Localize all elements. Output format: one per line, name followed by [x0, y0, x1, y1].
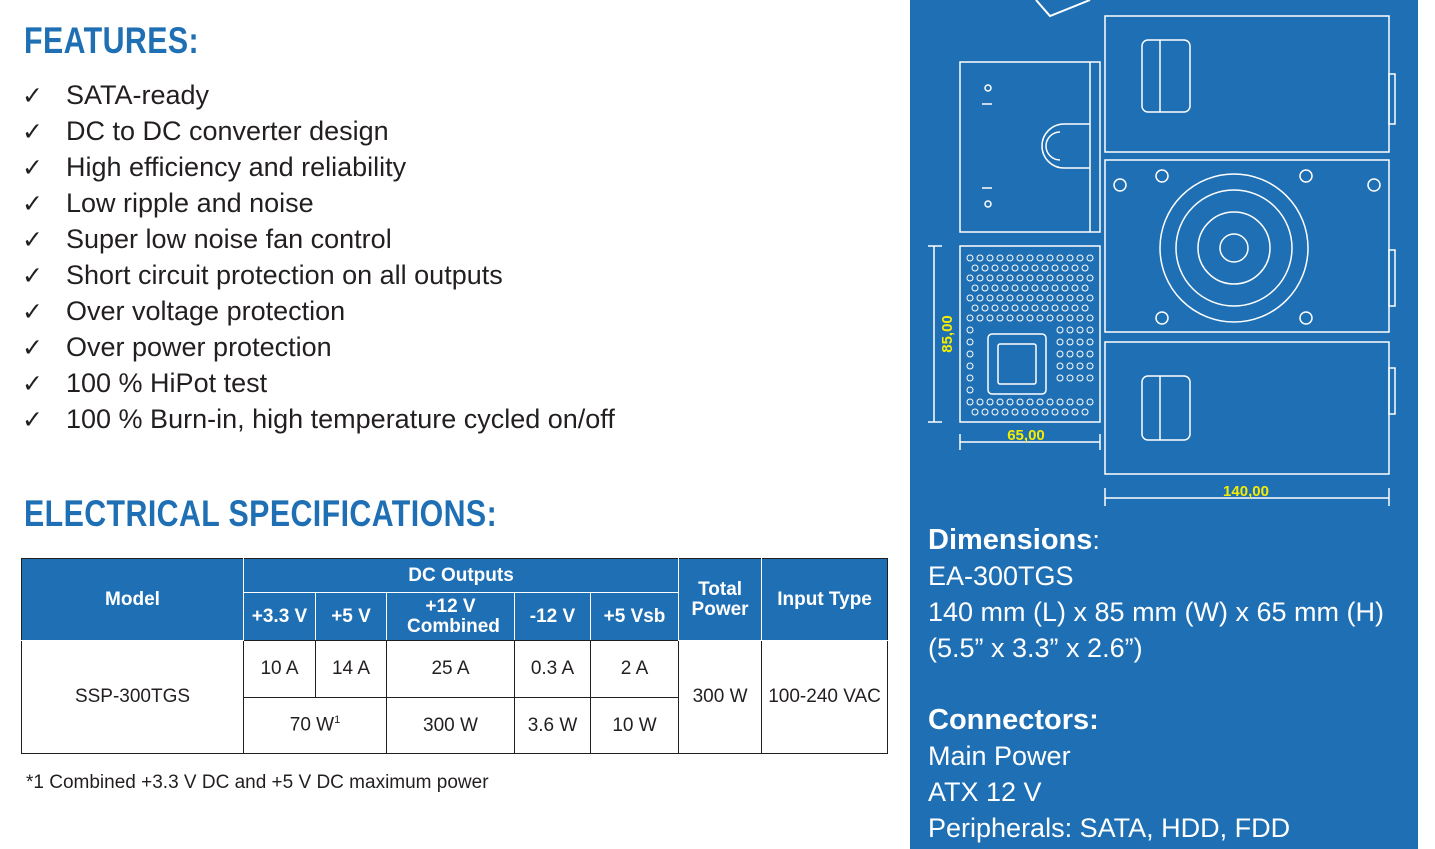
dim-width-label: 65,00 — [1007, 427, 1045, 444]
feature-item — [22, 221, 615, 257]
features-list — [22, 77, 615, 437]
psu-fan-view — [1105, 160, 1389, 332]
connector-item: ATX 12 V — [928, 777, 1042, 807]
watts-12v-cell: 300 W — [387, 698, 515, 754]
header-input-type: Input Type — [762, 559, 888, 641]
checkmark-icon: ✓ — [22, 298, 43, 326]
feature-text: Over voltage protection — [66, 296, 346, 326]
amps-5vsb-cell: 2 A — [591, 641, 679, 698]
connector-item: Main Power — [928, 741, 1071, 771]
checkmark-icon: ✓ — [22, 406, 43, 434]
watts-5vsb-cell: 10 W — [591, 698, 679, 754]
connector-item: Peripherals: SATA, HDD, FDD — [928, 813, 1291, 843]
electrical-spec-table — [21, 558, 888, 754]
feature-text: Short circuit protection on all outputs — [66, 260, 503, 290]
connectors-label: Connectors: — [928, 704, 1099, 736]
header-neg12v: -12 V — [515, 593, 591, 641]
psu-side-view — [960, 62, 1100, 232]
header-5vsb: +5 Vsb — [591, 593, 679, 641]
table-footnote: *1 Combined +3.3 V DC and +5 V DC maximum power — [26, 772, 489, 793]
connectors-info — [928, 702, 1290, 846]
psu-bottom-view — [1105, 342, 1389, 474]
checkmark-icon: ✓ — [22, 82, 43, 110]
input-type-cell: 100-240 VAC — [762, 641, 888, 754]
dim-length-label: 140,00 — [1223, 483, 1269, 500]
header-dc-outputs: DC Outputs — [244, 559, 679, 593]
checkmark-icon: ✓ — [22, 154, 43, 182]
feature-text: Super low noise fan control — [66, 224, 392, 254]
dim-height-label: 85,00 — [939, 315, 956, 353]
product-corner — [1036, 0, 1090, 16]
psu-top-view — [1105, 16, 1389, 152]
psu-dimension-drawing — [910, 0, 1418, 520]
feature-item — [22, 77, 615, 113]
amps-3v3-cell: 10 A — [244, 641, 316, 698]
checkmark-icon: ✓ — [22, 226, 43, 254]
header-total-power: Total Power — [679, 559, 762, 641]
feature-item — [22, 329, 615, 365]
amps-neg12v-cell: 0.3 A — [515, 641, 591, 698]
feature-item — [22, 149, 615, 185]
feature-text: 100 % HiPot test — [66, 368, 268, 398]
dimensions-panel — [910, 0, 1418, 849]
feature-text: 100 % Burn-in, high temperature cycled on/off — [66, 404, 615, 434]
dimensions-imperial: (5.5” x 3.3” x 2.6”) — [928, 633, 1143, 663]
watts-combined-cell — [244, 698, 387, 754]
checkmark-icon: ✓ — [22, 118, 43, 146]
header-5v: +5 V — [316, 593, 387, 641]
header-model: Model — [22, 559, 244, 641]
vent-pattern — [967, 255, 1093, 415]
amps-5v-cell: 14 A — [316, 641, 387, 698]
fan-grille — [1160, 174, 1308, 322]
watts-combined-value: 70 W — [289, 714, 335, 736]
feature-text: SATA-ready — [66, 80, 210, 110]
dimensions-metric: 140 mm (L) x 85 mm (W) x 65 mm (H) — [928, 597, 1385, 627]
feature-item — [22, 257, 615, 293]
feature-item — [22, 293, 615, 329]
feature-text: DC to DC converter design — [66, 116, 389, 146]
ac-inlet-icon — [988, 334, 1046, 394]
checkmark-icon: ✓ — [22, 262, 43, 290]
feature-text: Low ripple and noise — [66, 188, 314, 218]
amps-12v-cell: 25 A — [387, 641, 515, 698]
feature-item — [22, 185, 615, 221]
feature-item — [22, 113, 615, 149]
checkmark-icon: ✓ — [22, 370, 43, 398]
dimensions-model: EA-300TGS — [928, 561, 1074, 591]
header-12v-combined: +12 V Combined — [387, 593, 515, 641]
model-cell: SSP-300TGS — [22, 641, 244, 754]
watts-neg12v-cell: 3.6 W — [515, 698, 591, 754]
header-3v3: +3.3 V — [244, 593, 316, 641]
dimensions-label: Dimensions — [928, 524, 1093, 556]
features-heading: FEATURES: — [24, 20, 200, 61]
dimensions-info — [928, 522, 1384, 666]
checkmark-icon: ✓ — [22, 334, 43, 362]
feature-item — [22, 401, 615, 437]
electrical-specs-heading: ELECTRICAL SPECIFICATIONS: — [24, 493, 498, 534]
footnote-marker: 1 — [334, 714, 341, 727]
feature-item — [22, 365, 615, 401]
feature-text: Over power protection — [66, 332, 332, 362]
total-power-cell: 300 W — [679, 641, 762, 754]
feature-text: High efficiency and reliability — [66, 152, 407, 182]
dimensions-label-line: Dimensions: — [928, 524, 1100, 556]
checkmark-icon: ✓ — [22, 190, 43, 218]
